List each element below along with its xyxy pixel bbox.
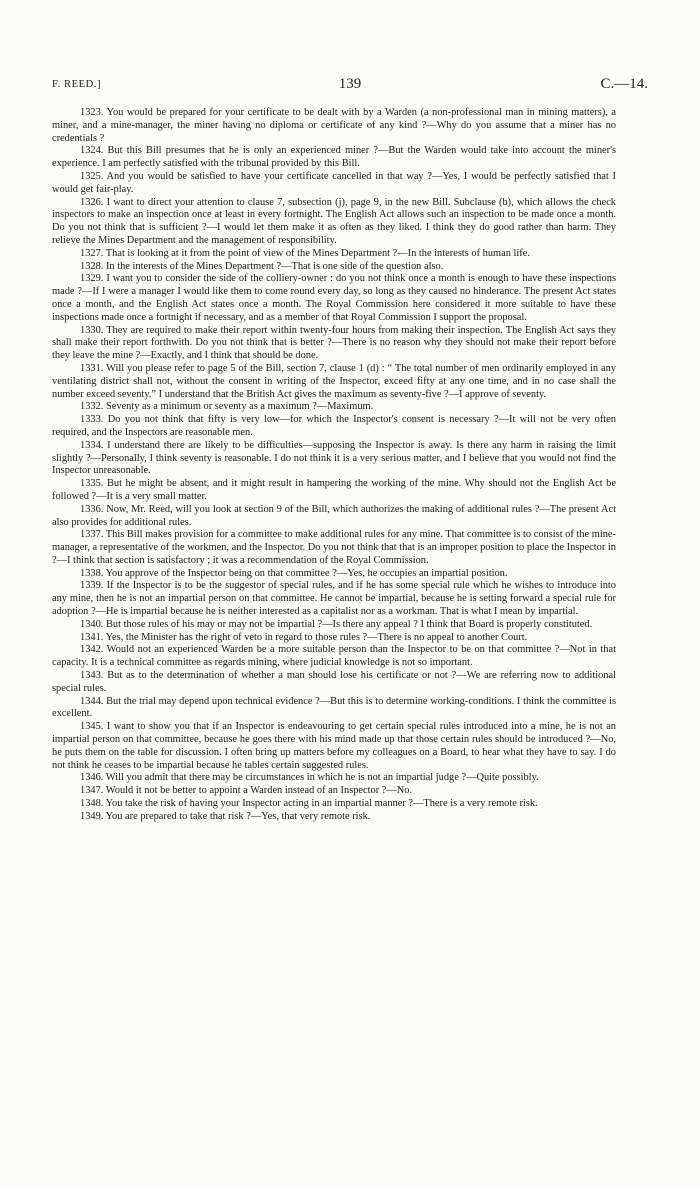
question-1341: 1341. Yes, the Minister has the right of veto in regard to those rules ?—There is no appeal to another Court.: [80, 631, 528, 643]
question-1340: 1340. But those rules of his may or may not be impartial ?—Is there any appeal ? I think that Board is properly constituted.: [80, 618, 593, 630]
question-1329: 1329. I want you to consider the side of the colliery-owner : do you not think once a month is enough to have these inspections made ?—If I were a manager I would like them to come round every day, so long as they caused no hinderance. The present Act states once a month, and the English Act states once a month. The Royal Commission here considered it more suitable to have these inspections made once a fortnight if necessary, and as a member of that Royal Commission I support the proposal.: [52, 273, 616, 323]
question-1347: 1347. Would it not be better to appoint a Warden instead of an Inspector ?—No.: [80, 785, 413, 797]
question-1349: 1349. You are prepared to take that risk ?—Yes, that very remote risk.: [80, 810, 371, 822]
question-1343: 1343. But as to the determination of whether a man should lose his certificate or not ?—We are referring now to additional special rules.: [52, 670, 616, 694]
question-1348: 1348. You take the risk of having your Inspector acting in an impartial manner ?—There is a very remote risk.: [80, 798, 538, 810]
question-1324: 1324. But this Bill presumes that he is only an experienced miner ?—But the Warden would take into account the miner's experience. I am perfectly satisfied with the tribunal provided by this Bill.: [52, 145, 616, 170]
question-1338: 1338. You approve of the Inspector being on that committee ?—Yes, he occupies an impartial position.: [80, 567, 508, 579]
question-1325: 1325. And you would be satisfied to have your certificate cancelled in that way ?—Yes, I would be perfectly satisfied that I would get fair-play.: [52, 170, 616, 195]
question-1327: 1327. That is looking at it from the point of view of the Mines Department ?—In the interests of human life.: [80, 247, 530, 259]
question-1323: 1323. You would be prepared for your certificate to be dealt with by a Warden (a non-professional man in mining matters), a miner, and a mine-manager, the miner having no diploma or certificate of any kind ?—Why do you assume that a miner has no credentials ?: [52, 107, 616, 144]
question-1331: 1331. Will you please refer to page 5 of the Bill, section 7, clause 1 (d) : “ The total number of men ordinarily employed in any ventilating district shall not, without the consent in writing of the Inspector, exceed fifty at any one time, and in no case shall the number exceed seventy.” I understand that the British Act gives the maximum as seventy-five ?—I approve of seventy.: [52, 362, 616, 400]
question-1339: 1339. If the Inspector is to be the suggestor of special rules, and if he has some special rule which he wishes to introduce into any mine, then he is not an impartial person on that committee. He cannot be impartial, because he is setting forward a special rule for adoption ?—He is impartial because he is neither interested as a capitalist nor as a workman. That is what I mean by impartial.: [52, 580, 616, 618]
evidence-text: [52, 107, 616, 824]
page-header: [52, 76, 648, 96]
witness-name: F. REED.]: [52, 79, 102, 90]
paper-reference: C.—14.: [600, 76, 648, 92]
question-1333: 1333. Do you not think that fifty is very low—for which the Inspector's consent is necessary ?—It will not be very often required, and the Inspectors are reasonable men.: [52, 414, 616, 438]
question-1334: 1334. I understand there are likely to be difficulties—supposing the Inspector is away. Is there any harm in raising the limit slightly ?—Personally, I think seventy is reasonable. I do not think it is a very serious matter, and I believe that you would not find the Inspector unreasonable.: [52, 439, 616, 477]
question-1335: 1335. But he might be absent, and it might result in hampering the working of the mine. Why should not the English Act be followed ?—It is a very small matter.: [52, 478, 616, 502]
question-1346: 1346. Will you admit that there may be circumstances in which he is not an impartial judge ?—Quite possibly.: [80, 772, 539, 784]
question-1332: 1332. Seventy as a minimum or seventy as a maximum ?—Maximum.: [80, 401, 374, 413]
question-1328: 1328. In the interests of the Mines Department ?—That is one side of the question also.: [80, 260, 444, 272]
question-1342: 1342. Would not an experienced Warden be a more suitable person than the Inspector to be on that committee ?—Not in that capacity. It is a technical committee as regards mining, where judicial knowledge is not so important.: [52, 644, 616, 669]
question-1330: 1330. They are required to make their report within twenty-four hours from making their inspection. The English Act says they shall make their report forthwith. Do you not think that is better ?—There is no reason why they should not make their report before they leave the mine ?—Exactly, and I think that should be done.: [52, 324, 616, 362]
page-number: 139: [338, 76, 362, 92]
question-1344: 1344. But the trial may depend upon technical evidence ?—But this is to determine working-conditions. I think the committee is excellent.: [52, 695, 616, 720]
question-1337: 1337. This Bill makes provision for a committee to make additional rules for any mine. That committee is to consist of the mine-manager, a representative of the workmen, and the Inspector. Do you not think that that is an improper position to place the Inspector in ?—I think that section is satisfactory ; it was a recommendation of the Royal Commission.: [52, 529, 616, 566]
question-1336: 1336. Now, Mr. Reed, will you look at section 9 of the Bill, which authorizes the making of additional rules ?—The present Act also provides for additional rules.: [52, 503, 616, 528]
question-1345: 1345. I want to show you that if an Inspector is endeavouring to get certain special rules introduced into a mine, he is not an impartial person on that committee, because he goes there with his mind made up that those certain rules should be introduced ?—No, he puts them on the table for discussion. I often bring up matters before my colleagues on a Board, to hear what they have to say. I do not think he ceases to be impartial because he tables certain suggested rules.: [52, 721, 616, 771]
question-1326: 1326. I want to direct your attention to clause 7, subsection (j), page 9, in the new Bill. Subclause (b), which allows the check inspectors to make an inspection once at least in every fortnight. The English Act allows such an inspection to be made once a month. Do you not think that is sufficient ?—I would let them make it as often as they liked. I think they do good rather than harm. They relieve the Mines Department and the management of responsibility.: [52, 196, 616, 246]
